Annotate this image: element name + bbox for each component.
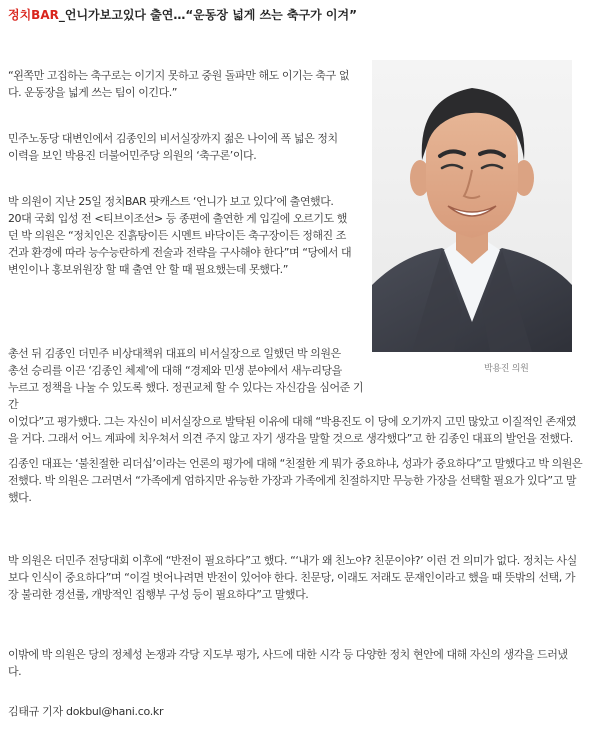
photo-caption: 박용진 의원 xyxy=(484,364,529,374)
portrait-image xyxy=(372,60,572,352)
article-paragraph xyxy=(8,455,593,506)
article-photo xyxy=(372,60,572,352)
paragraph-line: 보다 인식이 중요하다”며 “이걸 벗어나려면 반전이 있어야 한다. 친문당, 이래도 저래도 문재인이라고 했을 때 뜻밖의 선택, 가 xyxy=(8,571,576,584)
paragraph-line: 다. 운동장을 넓게 쓰는 팀이 이긴다.” xyxy=(8,86,178,99)
paragraph-line: 민주노동당 대변인에서 김종인의 비서실장까지 젊은 나이에 폭 넓은 정치 xyxy=(8,132,338,145)
paragraph-line: 다. xyxy=(8,665,22,678)
paragraph-line: 했다. xyxy=(8,491,32,504)
paragraph-line: 이력을 보인 박용진 더불어민주당 의원의 ‘축구론’이다. xyxy=(8,149,257,162)
paragraph-line: 전했다. 박 의원은 그러면서 “가족에게 엄하지만 유능한 가장과 가족에게 친절하지만 무능한 가장을 선택할 필요가 있다”고 말 xyxy=(8,474,577,487)
paragraph-line: 총선 뒤 김종인 더민주 비상대책위 대표의 비서실장으로 일했던 박 의원은 xyxy=(8,347,341,360)
article-paragraph xyxy=(8,67,370,101)
headline-text: _언니가보고있다 출연…“운동장 넓게 쓰는 축구가 이겨” xyxy=(58,8,357,22)
paragraph-line: 20대 국회 입성 전 <티브이조선> 등 종편에 출연한 게 입길에 오르기도 했 xyxy=(8,212,347,225)
headline-brand: 정치BAR xyxy=(8,8,59,22)
article-paragraph xyxy=(8,552,593,603)
paragraph-line: “왼쪽만 고집하는 축구로는 이기지 못하고 중원 돌파만 해도 이기는 축구 없 xyxy=(8,69,349,82)
article-byline: 김태규 기자 dokbul@hani.co.kr xyxy=(8,705,164,718)
paragraph-line: 박 의원은 더민주 전당대회 이후에 “반전이 필요하다”고 했다. “‘내가 왜 친노야? 친문이야?’ 이런 건 의미가 없다. 정치는 사실 xyxy=(8,554,577,567)
paragraph-line: 을 거다. 그래서 어느 계파에 치우쳐서 의견 주지 않고 자기 생각을 말할 것으로 생각했다”고 한 김종인 대표의 발언을 전했다. xyxy=(8,432,573,445)
paragraph-line: 이밖에 박 의원은 당의 정체성 논쟁과 각당 지도부 평가, 사드에 대한 시각 등 다양한 정치 현안에 대해 자신의 생각을 드러냈 xyxy=(8,648,568,661)
paragraph-line: 장 불리한 경선룰, 개방적인 집행부 구성 등이 필요하다”고 말했다. xyxy=(8,588,309,601)
paragraph-line: 건과 환경에 따라 능수능란하게 전술과 전략을 구사해야 한다”며 “당에서 대 xyxy=(8,246,352,259)
paragraph-line: 이었다”고 평가했다. 그는 자신이 비서실장으로 발탁된 이유에 대해 “박용진도 이 당에 오기까지 고민 많았고 이질적인 존재였 xyxy=(8,415,577,428)
paragraph-line: 김종인 대표는 ‘불친절한 리더십’이라는 언론의 평가에 대해 “친절한 게 뭐가 중요하냐, 성과가 중요하다”고 말했다고 박 의원은 xyxy=(8,457,583,470)
paragraph-line: 박 의원이 지난 25일 정치BAR 팟캐스트 ‘언니가 보고 있다’에 출연했다. xyxy=(8,195,334,208)
article-paragraph xyxy=(8,193,370,278)
paragraph-line: 변인이나 홍보위원장 할 때 출연 안 할 때 필요했는데 못했다.” xyxy=(8,263,288,276)
paragraph-line: 총선 승리를 이끈 ‘김종인 체제’에 대해 “경제와 민생 분야에서 새누리당을 xyxy=(8,364,342,377)
article-paragraph xyxy=(8,646,593,680)
paragraph-line: 누르고 정책을 나눌 수 있도록 했다. 정권교체 할 수 있다는 자신감을 심어준 기간 xyxy=(8,381,364,411)
paragraph-line: 던 박 의원은 “정치인은 진흙탕이든 시멘트 바닥이든 축구장이든 정해진 조 xyxy=(8,229,346,242)
article-headline xyxy=(8,6,593,24)
article-paragraph xyxy=(8,130,370,164)
